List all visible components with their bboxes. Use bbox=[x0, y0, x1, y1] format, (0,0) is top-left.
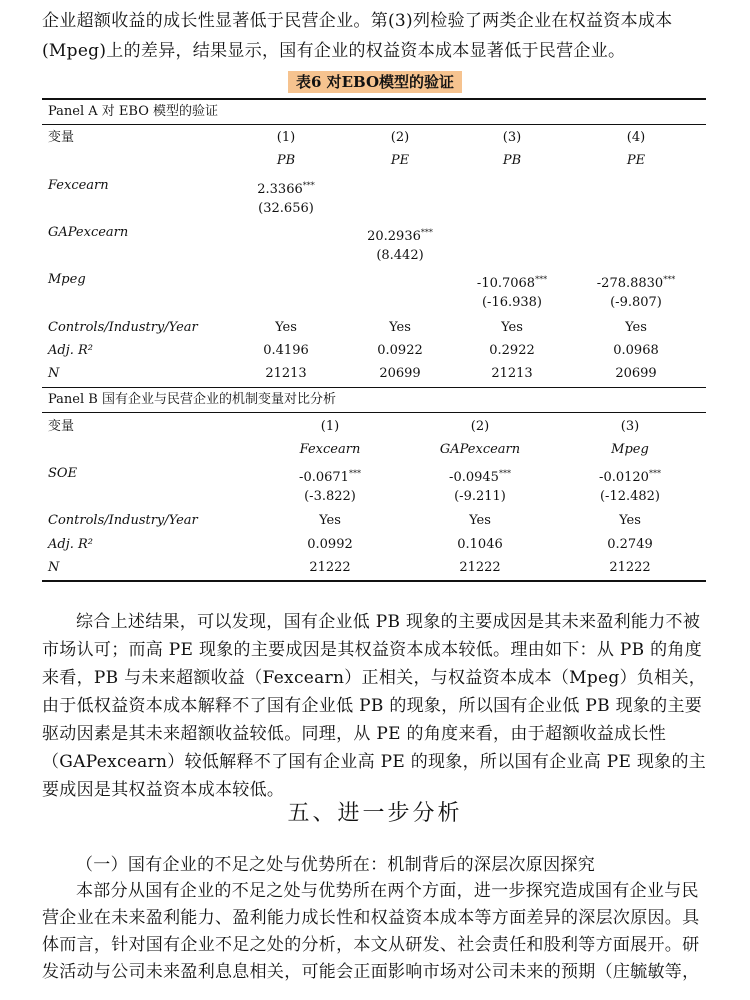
controls-cell: Yes bbox=[619, 513, 641, 528]
controls-cell: Yes bbox=[625, 320, 647, 335]
col-num: (2) bbox=[470, 419, 490, 434]
t-cell: (-3.822) bbox=[304, 489, 356, 504]
panel-a-title-row bbox=[42, 101, 706, 123]
coef-cell: -10.7068*** bbox=[476, 275, 548, 291]
row-label: N bbox=[48, 366, 60, 381]
col-dep: PB bbox=[276, 153, 296, 168]
coef-cell: -0.0945*** bbox=[449, 469, 511, 485]
subsection-heading: （一）国有企业的不足之处与优势所在：机制背后的深层次原因探究 bbox=[76, 855, 595, 875]
intro-line-2: (Mpeg)上的差异，结果显示，国有企业的权益资本成本显著低于民营企业。 bbox=[42, 41, 626, 61]
r2-cell: 0.4196 bbox=[263, 343, 309, 358]
n-cell: 21213 bbox=[265, 366, 307, 381]
col-dep: PE bbox=[626, 153, 646, 168]
t-cell: (32.656) bbox=[258, 201, 314, 216]
n-cell: 20699 bbox=[379, 366, 421, 381]
n-cell: 21222 bbox=[609, 560, 651, 575]
summary-paragraph: 综合上述结果，可以发现，国有企业低 PB 现象的主要成因是其未来盈利能力不被市场认可；而高 PE 现象的主要成因是其权益资本成本较低。理由如下：从 PB 的角度来看，PB 与未来超额收益（Fexcearn）正相关，与权益资本成本（Mpeg）负相关，由于低权益资本成本解释不了国有企业低 PB 的现象，所以国有企业低 PB 现象的主要驱动因素是其未来超额收益较低。同理，从 PE 的角度来看，由于超额收益成长性（GAPexcearn）较低解释不了国有企业高 PE 的现象，所以国有企业高 PE 现象的主要成因是其权益资本成本较低。 bbox=[42, 612, 707, 800]
n-cell: 20699 bbox=[615, 366, 657, 381]
table-row bbox=[42, 317, 706, 339]
var-label: 变量 bbox=[48, 419, 75, 434]
panel-a-bottom-rule bbox=[42, 387, 706, 388]
n-cell: 21222 bbox=[459, 560, 501, 575]
table-top-rule bbox=[42, 98, 706, 100]
panel-b-title: Panel B 国有企业与民营企业的机制变量对比分析 bbox=[48, 392, 336, 407]
col-num: (2) bbox=[390, 130, 410, 145]
row-label: Fexcearn bbox=[48, 178, 109, 193]
col-dep: Mpeg bbox=[611, 442, 649, 457]
t-cell: (8.442) bbox=[376, 248, 424, 263]
table-row bbox=[42, 534, 706, 556]
controls-cell: Yes bbox=[469, 513, 491, 528]
coef-cell: 20.2936*** bbox=[367, 228, 433, 244]
t-cell: (-9.807) bbox=[610, 295, 662, 310]
table-row bbox=[42, 363, 706, 385]
col-num: (1) bbox=[276, 130, 296, 145]
row-label: Controls/Industry/Year bbox=[48, 513, 198, 528]
r2-cell: 0.1046 bbox=[457, 537, 503, 552]
col-num: (3) bbox=[502, 130, 522, 145]
table-row bbox=[42, 175, 706, 197]
r2-cell: 0.2749 bbox=[607, 537, 653, 552]
coef-cell: -0.0671*** bbox=[299, 469, 361, 485]
controls-cell: Yes bbox=[389, 320, 411, 335]
table-caption: 表6 对EBO模型的验证 bbox=[0, 71, 750, 92]
col-dep: GAPexcearn bbox=[439, 442, 521, 457]
section-heading: 五、进一步分析 bbox=[287, 801, 463, 826]
col-dep: PB bbox=[502, 153, 522, 168]
row-label: Adj. R² bbox=[48, 537, 94, 552]
col-dep: PE bbox=[390, 153, 410, 168]
row-label: Controls/Industry/Year bbox=[48, 320, 198, 335]
col-num: (3) bbox=[620, 419, 640, 434]
row-label: N bbox=[48, 560, 60, 575]
t-cell: (-16.938) bbox=[481, 295, 543, 310]
row-label: GAPexcearn bbox=[48, 225, 129, 240]
controls-cell: Yes bbox=[501, 320, 523, 335]
table-row bbox=[42, 510, 706, 532]
intro-line-1: 企业超额收益的成长性显著低于民营企业。第(3)列检验了两类企业在权益资本成本 bbox=[42, 11, 673, 31]
table-row bbox=[42, 222, 706, 244]
col-dep: Fexcearn bbox=[299, 442, 361, 457]
coef-cell: 2.3366*** bbox=[257, 181, 315, 197]
col-num: (1) bbox=[320, 419, 340, 434]
n-cell: 21213 bbox=[491, 366, 533, 381]
r2-cell: 0.0968 bbox=[613, 343, 659, 358]
panel-a-title: Panel A 对 EBO 模型的验证 bbox=[48, 104, 218, 119]
table-row bbox=[42, 292, 706, 314]
row-label: SOE bbox=[48, 466, 78, 481]
panel-b-header-row bbox=[42, 416, 706, 438]
coef-cell: -0.0120*** bbox=[599, 469, 661, 485]
table-row bbox=[42, 486, 706, 508]
panel-a-header-row bbox=[42, 127, 706, 149]
table-row bbox=[42, 340, 706, 362]
table-bottom-rule bbox=[42, 580, 706, 582]
var-label: 变量 bbox=[48, 130, 75, 145]
panel-a-dep-row bbox=[42, 150, 706, 172]
row-label: Mpeg bbox=[48, 272, 86, 287]
final-paragraph: 本部分从国有企业的不足之处与优势所在两个方面，进一步探究造成国有企业与民营企业在未来盈利能力、盈利能力成长性和权益资本成本等方面差异的深层次原因。具体而言，针对国有企业不足之处的分析，本文从研发、社会责任和股利等方面展开。研发活动与公司未来盈利息息相关，可能会正面影响市场对公司未来的预期（庄毓敏等， bbox=[42, 881, 700, 982]
t-cell: (-12.482) bbox=[599, 489, 661, 504]
col-num: (4) bbox=[626, 130, 646, 145]
r2-cell: 0.2922 bbox=[489, 343, 535, 358]
panel-a-rule bbox=[42, 124, 706, 125]
n-cell: 21222 bbox=[309, 560, 351, 575]
table-row bbox=[42, 463, 706, 485]
controls-cell: Yes bbox=[275, 320, 297, 335]
coef-cell: -278.8830*** bbox=[596, 275, 676, 291]
panel-b-dep-row bbox=[42, 439, 706, 461]
t-cell: (-9.211) bbox=[454, 489, 506, 504]
controls-cell: Yes bbox=[319, 513, 341, 528]
table-row bbox=[42, 198, 706, 220]
r2-cell: 0.0922 bbox=[377, 343, 423, 358]
r2-cell: 0.0992 bbox=[307, 537, 353, 552]
table-row bbox=[42, 269, 706, 291]
panel-b-rule bbox=[42, 412, 706, 413]
panel-b-title-row bbox=[42, 389, 706, 411]
row-label: Adj. R² bbox=[48, 343, 94, 358]
table-row bbox=[42, 245, 706, 267]
table-row bbox=[42, 557, 706, 579]
